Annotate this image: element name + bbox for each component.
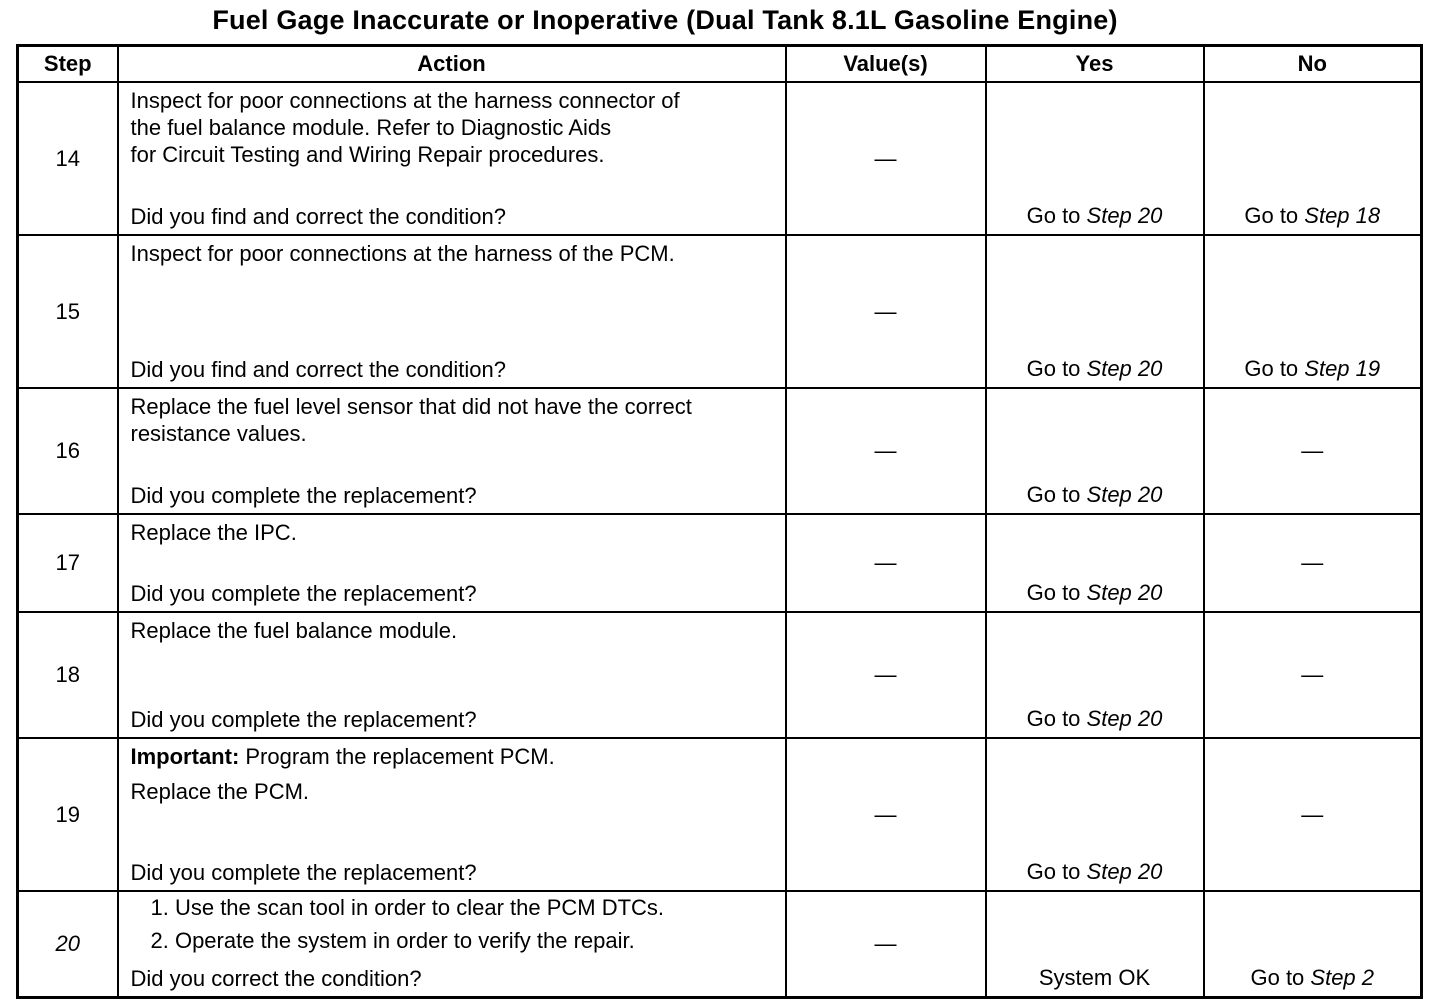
important-label: Important: <box>130 744 240 769</box>
yes-cell <box>986 612 1204 738</box>
value-cell: — <box>786 388 986 514</box>
yes-cell <box>986 514 1204 612</box>
action-question: Did you complete the replacement? <box>130 581 477 606</box>
action-line: Inspect for poor connections at the harness connector of <box>130 88 680 113</box>
no-cell: — <box>1204 738 1422 891</box>
yes-step-link: Step 20 <box>1086 706 1163 731</box>
table-row <box>18 235 1422 388</box>
step-number: 16 <box>18 388 118 514</box>
header-row <box>18 46 1422 83</box>
no-cell <box>1204 235 1422 388</box>
action-question: Did you find and correct the condition? <box>130 357 506 382</box>
action-line: Replace the fuel balance module. <box>130 618 458 643</box>
no-cell <box>1204 82 1422 235</box>
no-cell: — <box>1204 514 1422 612</box>
action-line: the fuel balance module. Refer to Diagnostic Aids <box>130 115 612 140</box>
action-cell <box>118 82 786 235</box>
action-cell <box>118 514 786 612</box>
page-title: Fuel Gage Inaccurate or Inoperative (Dual Tank 8.1L Gasoline Engine) <box>212 5 1118 35</box>
step-number: 14 <box>18 82 118 235</box>
yes-prefix: Go to <box>1026 580 1087 605</box>
yes-cell <box>986 235 1204 388</box>
yes-step-link: Step 20 <box>1086 859 1163 884</box>
action-question: Did you complete the replacement? <box>130 483 477 508</box>
value-cell: — <box>786 82 986 235</box>
no-cell: — <box>1204 388 1422 514</box>
important-note <box>131 743 775 770</box>
action-line: for Circuit Testing and Wiring Repair procedures. <box>130 142 605 167</box>
step-number: 17 <box>18 514 118 612</box>
action-question: Did you complete the replacement? <box>130 860 477 885</box>
action-cell <box>118 388 786 514</box>
action-cell <box>118 738 786 891</box>
value-cell: — <box>786 612 986 738</box>
no-step-link: Step 2 <box>1310 964 1375 990</box>
table-row <box>18 388 1422 514</box>
table-row <box>18 738 1422 891</box>
yes-prefix: Go to <box>1026 482 1087 507</box>
action-question: Did you find and correct the condition? <box>130 204 506 229</box>
table-row <box>18 891 1422 997</box>
value-cell: — <box>786 738 986 891</box>
header-yes: Yes <box>986 46 1204 83</box>
value-cell: — <box>786 514 986 612</box>
action-line: Replace the IPC. <box>130 520 297 545</box>
no-prefix: Go to <box>1244 356 1305 381</box>
no-prefix: Go to <box>1244 203 1305 228</box>
no-cell <box>1204 891 1422 997</box>
step-number: 19 <box>18 738 118 891</box>
action-line: Inspect for poor connections at the harness of the PCM. <box>130 241 675 266</box>
yes-cell <box>986 891 1204 997</box>
action-line: resistance values. <box>130 421 307 446</box>
step-number: 15 <box>18 235 118 388</box>
action-line: Replace the fuel level sensor that did not have the correct <box>130 394 692 419</box>
value-cell: — <box>786 891 986 997</box>
yes-step-link: Step 20 <box>1086 356 1163 381</box>
action-cell <box>118 891 786 997</box>
diagnostic-table <box>16 44 1423 999</box>
step-number: 18 <box>18 612 118 738</box>
header-no: No <box>1204 46 1422 83</box>
yes-prefix: Go to <box>1026 356 1087 381</box>
numbered-item: 2. Operate the system in order to verify the repair. <box>150 928 635 953</box>
yes-step-link: Step 20 <box>1086 580 1163 605</box>
action-cell <box>118 612 786 738</box>
step-number: 20 <box>18 891 118 997</box>
action-cell <box>118 235 786 388</box>
yes-cell <box>986 388 1204 514</box>
header-step: Step <box>18 46 118 83</box>
table-row <box>18 514 1422 612</box>
yes-prefix: Go to <box>1026 706 1087 731</box>
yes-prefix: Go to <box>1026 859 1087 884</box>
important-text: Program the replacement PCM. <box>239 744 555 769</box>
yes-cell <box>986 82 1204 235</box>
action-question: Did you complete the replacement? <box>130 707 477 732</box>
yes-result: System OK <box>1038 964 1151 990</box>
action-line: Replace the PCM. <box>130 779 310 804</box>
yes-cell <box>986 738 1204 891</box>
table-row <box>18 82 1422 235</box>
yes-prefix: Go to <box>1026 203 1087 228</box>
header-action: Action <box>118 46 786 83</box>
no-cell: — <box>1204 612 1422 738</box>
header-values: Value(s) <box>786 46 986 83</box>
yes-step-link: Step 20 <box>1086 482 1163 507</box>
numbered-item: 1. Use the scan tool in order to clear the PCM DTCs. <box>150 895 665 920</box>
yes-step-link: Step 20 <box>1086 203 1163 228</box>
value-cell: — <box>786 235 986 388</box>
action-question: Did you correct the condition? <box>130 965 422 991</box>
no-step-link: Step 18 <box>1304 203 1381 228</box>
table-row <box>18 612 1422 738</box>
no-prefix: Go to <box>1250 964 1311 990</box>
no-step-link: Step 19 <box>1304 356 1381 381</box>
